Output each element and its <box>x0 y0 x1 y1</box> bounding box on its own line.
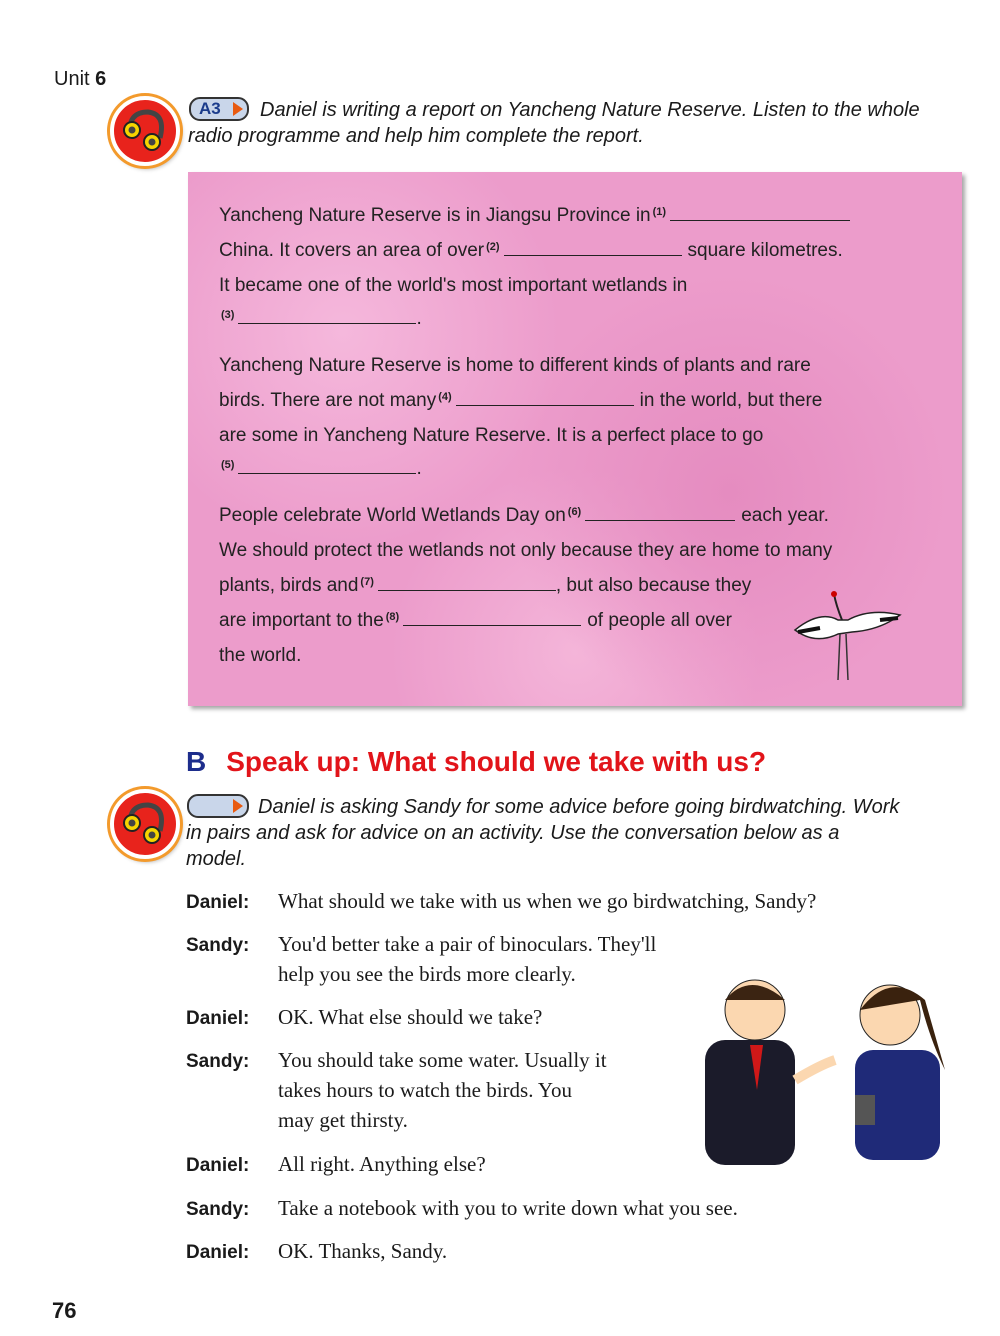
answer-blank[interactable] <box>238 459 416 474</box>
headphones-icon <box>110 789 180 859</box>
report-line <box>219 458 422 480</box>
blank-number: (2) <box>486 241 500 253</box>
speaker-name: Daniel: <box>186 892 250 913</box>
dialogue-line: You'd better take a pair of binoculars. They'll <box>278 932 657 956</box>
task-b-instruction-1: Daniel is asking Sandy for some advice before going birdwatching. Work <box>258 796 900 818</box>
report-line <box>219 575 751 597</box>
report-line <box>219 610 732 632</box>
dialogue-line: may get thirsty. <box>278 1108 408 1132</box>
blank-number: (1) <box>652 206 667 218</box>
task-a-instruction-2: radio programme and help him complete the report. <box>188 125 644 147</box>
section-letter: B <box>186 746 207 777</box>
answer-blank[interactable] <box>456 391 634 406</box>
audio-track-tag[interactable] <box>189 97 249 121</box>
report-text: Yancheng Nature Reserve is in Jiangsu Province in <box>219 205 651 226</box>
dialogue-line: OK. What else should we take? <box>278 1005 543 1029</box>
speaker-name: Sandy: <box>186 935 250 956</box>
answer-blank[interactable] <box>238 309 416 324</box>
report-text: China. It covers an area of over <box>219 240 485 261</box>
report-text: plants, birds and <box>219 575 359 596</box>
report-text: . <box>416 308 422 329</box>
report-line <box>219 425 763 447</box>
dialogue-line: You should take some water. Usually it <box>278 1048 607 1072</box>
speaker-name: Sandy: <box>186 1051 250 1072</box>
blank-number: (3) <box>221 309 235 321</box>
speaker-name: Sandy: <box>186 1199 250 1220</box>
report-line <box>219 505 829 527</box>
report-text: the world. <box>219 645 302 666</box>
blank-number: (5) <box>221 459 235 471</box>
section-b-heading <box>186 746 766 778</box>
blank-number: (8) <box>385 611 400 623</box>
answer-blank[interactable] <box>504 241 682 256</box>
report-text: . <box>416 458 422 479</box>
answer-blank[interactable] <box>670 206 850 221</box>
report-text: are some in Yancheng Nature Reserve. It is a perfect place to go <box>219 425 764 446</box>
speaker-name: Daniel: <box>186 1155 250 1176</box>
report-text: It became one of the world's most important wetlands in <box>219 275 688 296</box>
dialogue-line: help you see the birds more clearly. <box>278 962 576 986</box>
speaker-name: Daniel: <box>186 1008 250 1029</box>
track-label: A3 <box>199 99 221 118</box>
task-a-instruction-1: Daniel is writing a report on Yancheng Nature Reserve. Listen to the whole <box>260 99 920 121</box>
audio-track-tag[interactable] <box>187 794 249 818</box>
report-text: are important to the <box>219 610 384 631</box>
section-title: Speak up: What should we take with us? <box>226 746 767 777</box>
report-text: We should protect the wetlands not only because they are home to many <box>219 540 833 561</box>
report-line <box>219 205 850 227</box>
report-text: each year. <box>741 505 829 526</box>
dialogue-line: takes hours to watch the birds. You <box>278 1078 572 1102</box>
blank-number: (4) <box>438 391 452 403</box>
dialogue-line: All right. Anything else? <box>278 1152 486 1176</box>
daniel-and-sandy-illustration <box>695 970 950 1170</box>
page-number: 76 <box>52 1298 77 1323</box>
report-line <box>219 390 822 412</box>
unit-label <box>54 68 106 91</box>
blank-number: (6) <box>567 506 582 518</box>
report-text: in the world, but there <box>639 390 823 411</box>
report-line <box>219 540 832 562</box>
report-text: , but also because they <box>555 575 752 596</box>
task-b-instruction-2: in pairs and ask for advice on an activity. Use the conversation below as a <box>186 822 840 844</box>
answer-blank[interactable] <box>403 611 581 626</box>
dialogue-line: Take a notebook with you to write down what you see. <box>278 1196 738 1220</box>
report-line <box>219 308 422 330</box>
blank-number: (7) <box>360 576 374 588</box>
speaker-name: Daniel: <box>186 1242 250 1263</box>
crane-illustration <box>790 590 905 685</box>
report-line <box>219 355 811 377</box>
report-line <box>219 645 301 667</box>
headphones-icon <box>110 96 180 166</box>
play-icon <box>233 102 243 116</box>
report-text: birds. There are not many <box>219 390 437 411</box>
unit-text: Unit <box>54 68 90 90</box>
play-icon <box>233 799 243 813</box>
report-text: square kilometres. <box>687 240 843 261</box>
unit-number: 6 <box>95 68 107 90</box>
dialogue-line: What should we take with us when we go birdwatching, Sandy? <box>278 889 817 913</box>
report-line <box>219 240 843 262</box>
report-line <box>219 275 687 297</box>
report-text: People celebrate World Wetlands Day on <box>219 505 566 526</box>
answer-blank[interactable] <box>585 506 735 521</box>
report-text: Yancheng Nature Reserve is home to different kinds of plants and rare <box>219 355 811 376</box>
dialogue-line: OK. Thanks, Sandy. <box>278 1239 448 1263</box>
report-text: of people all over <box>587 610 732 631</box>
answer-blank[interactable] <box>378 576 556 591</box>
task-b-instruction-3: model. <box>186 848 247 870</box>
